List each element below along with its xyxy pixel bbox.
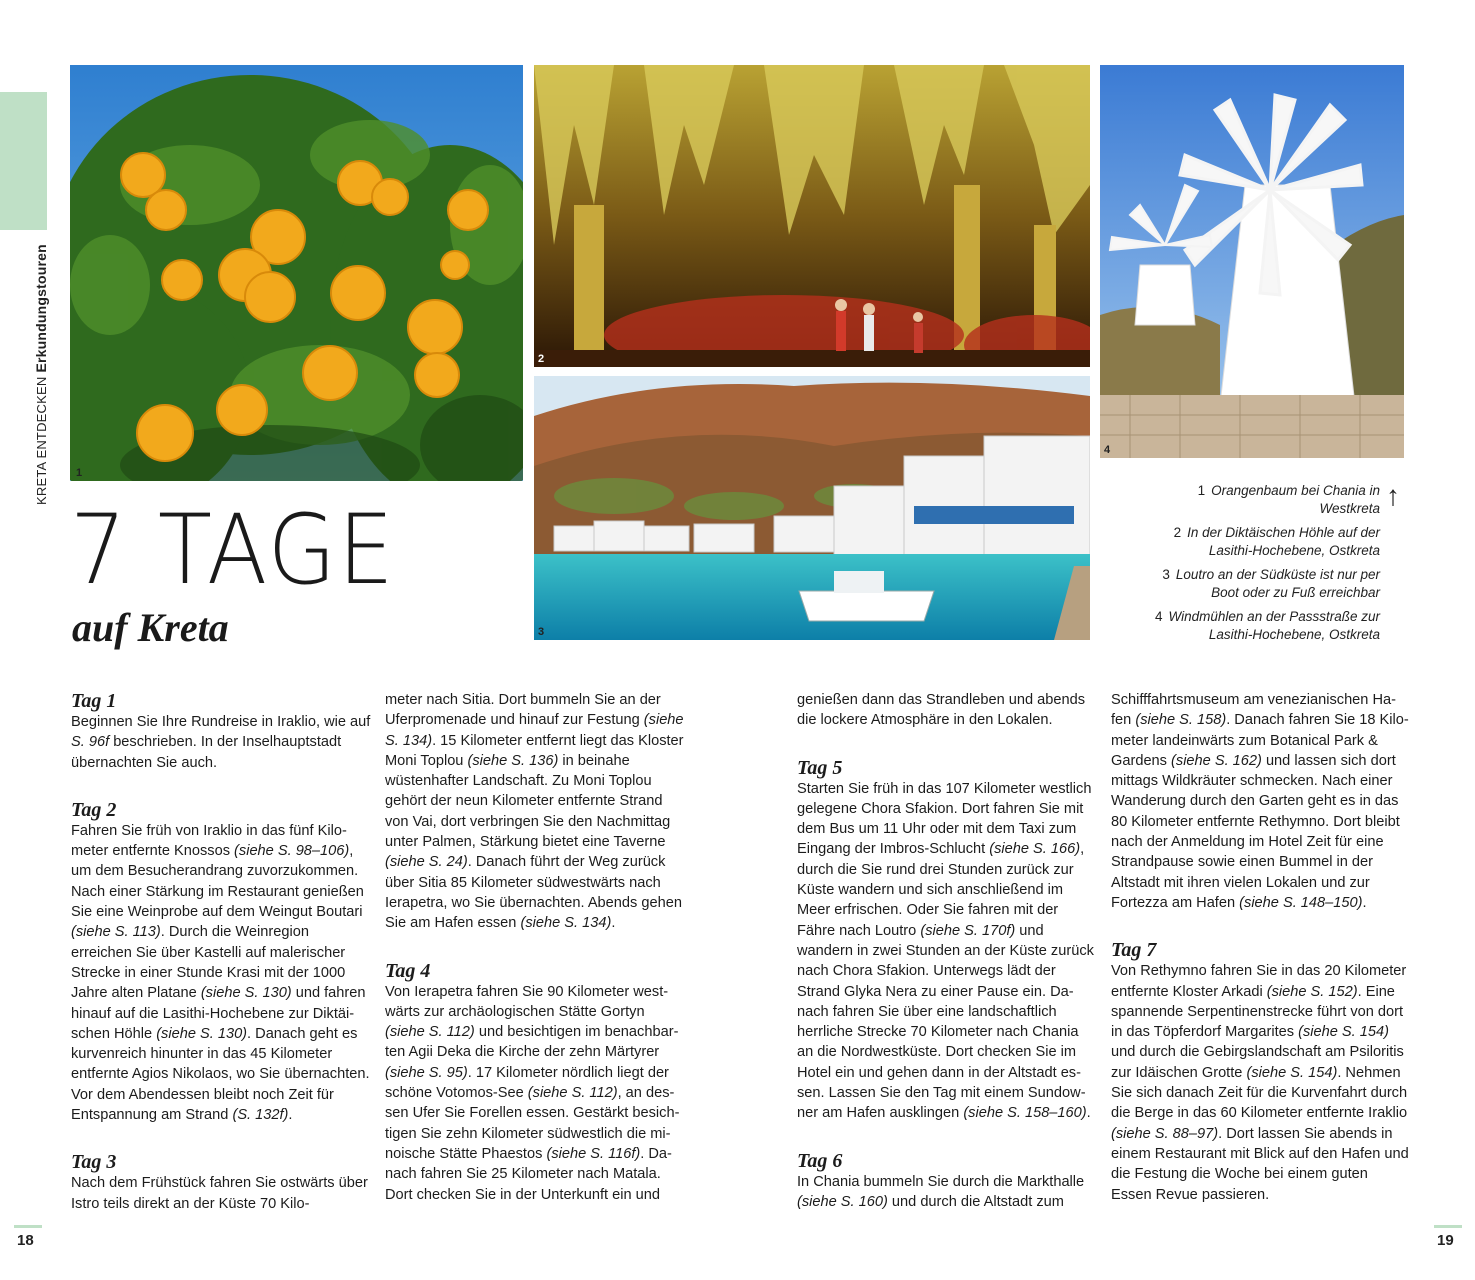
- page-number-bar-left: [14, 1225, 42, 1228]
- day-heading: Tag 3: [71, 1151, 117, 1174]
- caption-2: 2 In der Diktäischen Höhle auf der Lasithi-Hochebene, Ostkreta: [1173, 525, 1380, 558]
- page-reference: (siehe S. 158): [1135, 712, 1227, 729]
- page-reference: (siehe S. 24): [385, 854, 468, 871]
- page-reference: (siehe S. 152): [1266, 983, 1358, 1000]
- caption-3: 3 Loutro an der Südküste ist nur per Boot oder zu Fuß erreichbar: [1162, 567, 1380, 600]
- photo-number-4: 4: [1104, 444, 1111, 456]
- photo-number-3: 3: [538, 626, 545, 638]
- day-text: Schifffahrtsmuseum am venezianischen Hafen (siehe S. 158). Danach fahren Sie 18 Kilometer landeinwärts zum Botanical Park & Gardens (siehe S. 162) und lassen sich dort mittags Wildkräuter schmecken. Nach einer Wanderung durch den Garten geht es in das 80 Kilometer entfernte Rethymno. Dort bleibt nach der Anmeldung im Hotel Zeit für eine Strandpause sowie einen Bummel in der Altstadt mit ihren vielen Lokalen und zur Fortezza am Hafen (siehe S. 148–150).: [1111, 692, 1409, 911]
- day-text: Fahren Sie früh von Iraklio in das fünf Kilometer entfernte Knossos (siehe S. 98–106), um dem Besucherandrang zuvorzukommen. Nach einer Stärkung im Restaurant genießen Sie eine Weinprobe auf dem Weingut Boutari (siehe S. 113). Durch die Weinregion erreichen Sie über Kastelli auf malerischer Strecke in einer Stunde Krasi mit der 1000 Jahre alten Platane (siehe S. 130) und fahren hinauf auf die Lasithi-Hochebene zur Diktäischen Höhle (siehe S. 130). Danach geht es kurvenreich hinunter in das 45 Kilometer entfernte Agios Nikolaos, wo Sie übernachten. Vor dem Abendessen bleibt noch Zeit für Entspannung am Strand (S. 132f).: [71, 822, 370, 1124]
- caption-1: 1 Orangenbaum bei Chania in Westkreta: [1197, 483, 1380, 516]
- day-heading: Tag 4: [385, 959, 431, 982]
- page-number-right: 19: [1437, 1232, 1454, 1249]
- page-title: 7 TAGE: [70, 494, 396, 606]
- page-reference: (siehe S. 170f): [920, 922, 1016, 939]
- text-column-2: [385, 690, 685, 1205]
- photo-number-1: 1: [76, 467, 83, 479]
- day-text: In Chania bummeln Sie durch die Markthalle (siehe S. 160) und durch die Altstadt zum: [797, 1173, 1085, 1210]
- day-text: Von Rethymno fahren Sie in das 20 Kilometer entfernte Kloster Arkadi (siehe S. 152). Eine spannende Serpentinenstrecke führt von dort in das Töpferdorf Margarites (siehe S. 154) und durch die Gebirgslandschaft am Psiloritis zur Idäischen Grotte (siehe S. 154). Nehmen Sie sich danach Zeit für die Kurvenfahrt durch die Berge in das 60 Kilometer entfernte Iraklio (siehe S. 88–97). Dort lassen Sie abends in einem Restaurant mit Blick auf den Hafen und die Festung die Woche bei einem guten Essen Revue passieren.: [1111, 963, 1409, 1203]
- page-reference: (siehe S. 98–106): [234, 843, 350, 860]
- chapter-label: [33, 244, 49, 505]
- page-number-bar-right: [1434, 1225, 1462, 1228]
- day-heading: Tag 7: [1111, 939, 1157, 962]
- page-reference: (S. 132f): [232, 1107, 289, 1124]
- text-column-4: [1111, 690, 1411, 1205]
- page-reference: (siehe S. 88–97): [1111, 1125, 1219, 1142]
- page-reference: (siehe S. 116f): [546, 1145, 641, 1162]
- photo-cave: [534, 65, 1090, 367]
- photo-number-2: 2: [538, 353, 545, 365]
- page-reference: (siehe S. 130): [200, 985, 292, 1002]
- caption-4: 4 Windmühlen an der Passstraße zur Lasithi-Hochebene, Ostkreta: [1155, 609, 1380, 642]
- chapter-tab: [0, 92, 47, 230]
- page-reference: (siehe S. 166): [989, 841, 1081, 858]
- text-column-1: [71, 690, 371, 1214]
- day-heading: Tag 2: [71, 798, 117, 821]
- page-reference: (siehe S. 148–150): [1239, 894, 1363, 911]
- day-text: genießen dann das Strandleben und abends die lockere Atmosphäre in den Lokalen.: [797, 692, 1086, 729]
- day-text: Beginnen Sie Ihre Rundreise in Iraklio, wie auf S. 96f beschrieben. In der Inselhauptstadt übernachten Sie auch.: [71, 714, 371, 771]
- page-reference: (siehe S. 134): [520, 915, 612, 932]
- photo-harbour: [534, 376, 1090, 640]
- day-heading: Tag 6: [797, 1149, 843, 1172]
- day-text: Nach dem Frühstück fahren Sie ostwärts über Istro teils direkt an der Küste 70 Kilo-: [71, 1175, 368, 1212]
- day-heading: Tag 1: [71, 690, 117, 712]
- page-reference: (siehe S. 158–160): [963, 1105, 1087, 1122]
- page-reference: (siehe S. 113): [71, 924, 161, 941]
- page-reference: (siehe S. 130): [156, 1025, 248, 1042]
- page-reference: S. 96f: [71, 734, 110, 751]
- page-reference: (siehe S. 154): [1246, 1064, 1338, 1081]
- chapter-label-light: KRETA ENTDECKEN: [34, 376, 49, 505]
- page-reference: (siehe S. 136): [467, 752, 559, 769]
- page-reference: (siehe S. 162): [1171, 752, 1262, 769]
- page-reference: (siehe S. 95): [385, 1064, 468, 1081]
- page-reference: (siehe S. 154): [1298, 1024, 1389, 1041]
- page-subtitle: auf Kreta: [72, 605, 229, 650]
- photo-captions: [1150, 482, 1380, 650]
- page-reference: (siehe S. 134): [385, 712, 684, 749]
- chapter-label-bold: Erkundungstouren: [33, 244, 49, 373]
- photo-windmill: [1100, 65, 1404, 458]
- photo-orange-tree: [70, 65, 523, 481]
- day-text: Von Ierapetra fahren Sie 90 Kilometer westwärts zur archäologischen Stätte Gortyn (siehe S. 112) und besichtigen im benachbarten Agii Deka die Kirche der zehn Märtyrer (siehe S. 95). 17 Kilometer nördlich liegt der schöne Votomos-See (siehe S. 112), an dessen Ufer Sie Forellen essen. Gestärkt besichtigen Sie zehn Kilometer südwestlich die minoische Stätte Phaestos (siehe S. 116f). Danach fahren Sie 25 Kilometer nach Matala. Dort checken Sie in der Unterkunft ein und: [385, 983, 680, 1203]
- day-heading: Tag 5: [797, 756, 843, 779]
- day-text: Starten Sie früh in das 107 Kilometer westlich gelegene Chora Sfakion. Dort fahren Sie mit dem Bus um 11 Uhr oder mit dem Taxi zum Eingang der Imbros-Schlucht (siehe S. 166), durch die Sie rund drei Stunden zurück zur Küste wandern und sich anschließend im Meer erfrischen. Oder Sie fahren mit der Fähre nach Loutro (siehe S. 170f) und wandern in zwei Stunden an der Küste zurück nach Chora Sfakion. Unterwegs lädt der Strand Glyka Nera zu einer Pause ein. Danach fahren Sie über eine landschaftlich herrliche Strecke 70 Kilometer nach Chania an die Nordwestküste. Dort checken Sie im Hotel ein und gehen dann in der Altstadt essen. Lassen Sie den Tag mit einem Sundowner am Hafen ausklingen (siehe S. 158–160).: [797, 780, 1094, 1122]
- text-column-3: [797, 690, 1097, 1212]
- page-reference: (siehe S. 112): [527, 1085, 618, 1102]
- page-reference: (siehe S. 160): [797, 1193, 888, 1210]
- arrow-up-icon: ↑: [1386, 480, 1400, 511]
- page-number-left: 18: [17, 1232, 34, 1249]
- day-text: meter nach Sitia. Dort bummeln Sie an der Uferpromenade und hinauf zur Festung (siehe S. 134). 15 Kilometer entfernt liegt das Kloster Moni Toplou (siehe S. 136) in beinahe wüstenhafter Landschaft. Zu Moni Toplou gehört der neun Kilometer entfernte Strand von Vai, dort verbringen Sie den Nachmittag unter Palmen, Stärkung bietet eine Taverne (siehe S. 24). Danach führt der Weg zurück über Sitia 85 Kilometer südwestwärts nach Ierapetra, wo Sie übernachten. Abends gehen Sie am Hafen essen (siehe S. 134).: [385, 692, 684, 932]
- page-reference: (siehe S. 112): [385, 1024, 475, 1041]
